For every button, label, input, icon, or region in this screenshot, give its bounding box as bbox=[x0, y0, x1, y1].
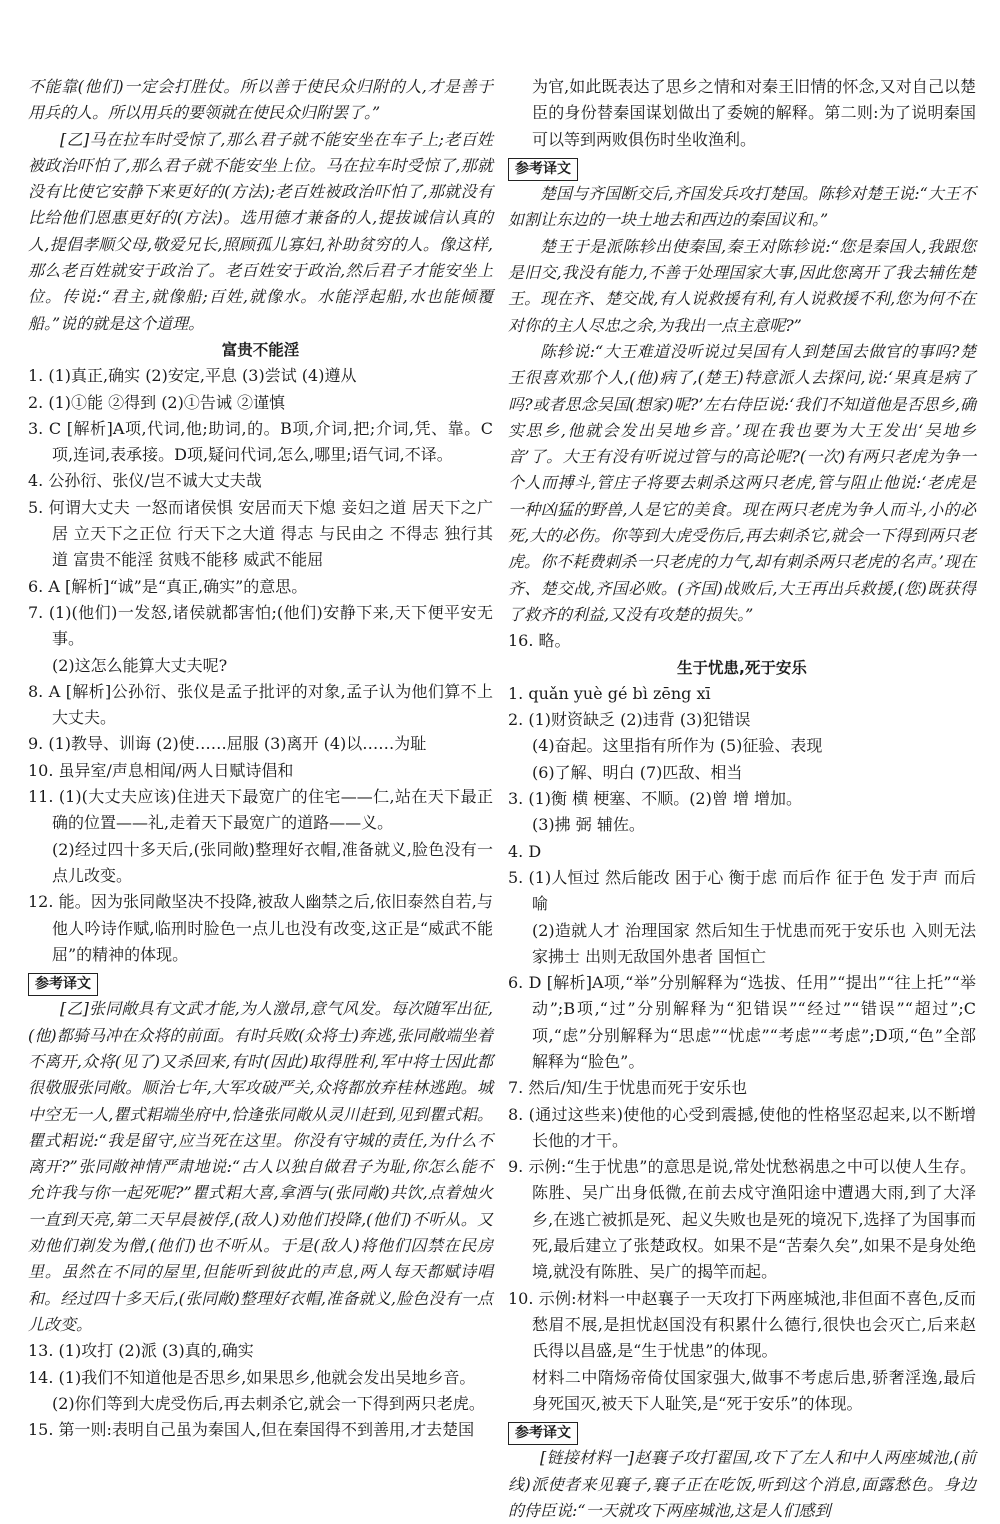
text-paragraph: 2. (1)①能 ②得到 (2)①告诫 ②谨慎 bbox=[28, 392, 285, 412]
text-paragraph: 8. A [解析]公孙衍、张仪是孟子批评的对象,孟子认为他们算不上大丈夫。 bbox=[28, 681, 493, 728]
text-paragraph: 5. (1)人恒过 然后能改 困于心 衡于虑 而后作 征于色 发于声 而后喻 bbox=[508, 867, 976, 914]
text-paragraph: (2)经过四十多天后,(张同敞)整理好衣帽,准备就义,脸色没有一点儿改变。 bbox=[52, 839, 493, 885]
section-label bbox=[28, 970, 493, 996]
text-paragraph: (4)奋起。这里指有所作为 (5)征验、表现 bbox=[532, 736, 823, 756]
text-paragraph: 10. 示例:材料一中赵襄子一天攻打下两座城池,非但面不喜色,反而愁眉不展,是担忧赵国没有积累什么德行,很快也会灭亡,后来赵氏得以昌盛,是“生于忧患”的体现。 bbox=[508, 1288, 976, 1361]
text-paragraph: 7. 然后/知/生于忧患而死于安乐也 bbox=[508, 1078, 748, 1098]
text-paragraph: 不能靠(他们)一定会打胜仗。所以善于使民众归附的人,才是善于用兵的人。所以用兵的要领就在使民众归附罢了。” bbox=[28, 77, 493, 123]
text-paragraph: 11. (1)(大丈夫应该)住进天下最宽广的住宅——仁,站在天下最正确的位置——礼,走着天下最宽广的道路——义。 bbox=[28, 787, 493, 833]
text-paragraph: 3. C [解析]A项,代词,他;助词,的。B项,介词,把;介词,凭、靠。C项,连词,表承接。D项,疑问代词,怎么,哪里;语气词,不译。 bbox=[28, 418, 493, 465]
text-paragraph: 9. 示例:“生于忧患”的意思是说,常处忧愁祸患之中可以使人生存。陈胜、吴广出身低微,在前去戍守渔阳途中遭遇大雨,到了大泽乡,在逃亡被抓是死、起义失败也是死的境况下,选择了为国事而死,最后建立了张楚政权。如果不是“苦秦久矣”,如果不是身处绝境,就没有陈胜、吴广的揭竿而起。 bbox=[508, 1157, 976, 1282]
text-paragraph: 9. (1)教导、训诲 (2)使……屈服 (3)离开 (4)以……为耻 bbox=[28, 734, 427, 754]
text-paragraph: 6. A [解析]“诚”是“真正,确实”的意思。 bbox=[28, 576, 308, 596]
left-column bbox=[28, 74, 493, 1443]
text-paragraph: 15. 第一则:表明自己虽为秦国人,但在秦国得不到善用,才去楚国 bbox=[28, 1420, 475, 1440]
section-title: 生于忧患,死于安乐 bbox=[677, 658, 807, 677]
text-paragraph: 材料二中隋炀帝倚仗国家强大,做事不考虑后患,骄奢淫逸,最后身死国灭,被天下人耻笑,是“死于安乐”的体现。 bbox=[532, 1367, 976, 1413]
text-paragraph: 4. 公孙衍、张仪/岂不诚大丈夫哉 bbox=[28, 471, 262, 491]
text-paragraph: 陈轸说:“大王难道没听说过吴国有人到楚国去做官的事吗?楚王很喜欢那个人,(他)病了,(楚王)特意派人去探问,说:‘果真是病了吗?或者思念吴国(想家)呢?’左右侍臣说:‘我们不知道他是否思乡,确实思乡,他就会发出吴地乡音。’现在我也要为大王发出‘吴地乡音’了。大王有没有听说过管与的高论呢?(一次)有两只老虎为争一个人而搏斗,管庄子将要去刺杀这两只老虎,管与阻止他说:‘老虎是一种凶猛的野兽,人是它的美食。现在两只老虎为争人而斗,小的必死,大的必伤。你等到大虎受伤后,再去刺杀它,就会一下得到两只老虎。你不耗费刺杀一只老虎的力气,却有刺杀两只老虎的名声。’现在齐、楚交战,齐国必败。(齐国)战败后,大王再出兵救援,(您)既获得了救齐的利益,又没有攻楚的损失。” bbox=[508, 341, 976, 624]
text-paragraph: [链接材料一]赵襄子攻打翟国,攻下了左人和中人两座城池,(前线)派使者来见襄子,襄子正在吃饭,听到这个消息,面露愁色。身边的侍臣说:“一天就攻下两座城池,这是人们感到 bbox=[508, 1448, 976, 1521]
section-label-text: 参考译文 bbox=[508, 158, 578, 181]
text-paragraph: 3. (1)衡 横 梗塞、不顺。(2)曾 增 增加。 bbox=[508, 789, 803, 809]
section-label-text: 参考译文 bbox=[508, 1422, 578, 1445]
text-paragraph: (6)了解、明白 (7)匹敌、相当 bbox=[532, 762, 743, 782]
text-paragraph: 14. (1)我们不知道他是否思乡,如果思乡,他就会发出吴地乡音。 bbox=[28, 1367, 476, 1387]
text-paragraph: 13. (1)攻打 (2)派 (3)真的,确实 bbox=[28, 1341, 254, 1361]
text-paragraph: 8. (通过这些来)使他的心受到震撼,使他的性格坚忍起来,以不断增长他的才干。 bbox=[508, 1104, 976, 1150]
text-paragraph: 楚国与齐国断交后,齐国发兵攻打楚国。陈轸对楚王说:“大王不如割让东边的一块土地去和西边的秦国议和。” bbox=[508, 184, 976, 230]
text-paragraph: 楚王于是派陈轸出使秦国,秦王对陈轸说:“您是秦国人,我跟您是旧交,我没有能力,不善于处理国家大事,因此您离开了我去辅佐楚王。现在齐、楚交战,有人说救援有利,有人说救援不利,您为何不在对你的主人尽忠之余,为我出一点主意呢?” bbox=[508, 236, 976, 335]
section-title: 富贵不能淫 bbox=[221, 340, 300, 359]
text-paragraph: (3)拂 弼 辅佐。 bbox=[532, 815, 645, 835]
text-paragraph: (2)你们等到大虎受伤后,再去刺杀它,就会一下得到两只老虎。 bbox=[52, 1393, 485, 1413]
text-paragraph: 7. (1)(他们)一发怒,诸侯就都害怕;(他们)安静下来,天下便平安无事。 bbox=[28, 602, 493, 649]
text-paragraph: 12. 能。因为张同敞坚决不投降,被敌人幽禁之后,依旧泰然自若,与他人吟诗作赋,临刑时脸色一点儿也没有改变,这正是“威武不能屈”的精神的体现。 bbox=[28, 892, 493, 964]
text-paragraph: 4. D bbox=[508, 841, 542, 861]
right-column bbox=[508, 74, 976, 1524]
text-paragraph: 为官,如此既表达了思乡之情和对秦王旧情的怀念,又对自己以楚臣的身份替秦国谋划做出了委婉的解释。第二则:为了说明秦国可以等到两败俱伤时坐收渔利。 bbox=[532, 77, 976, 149]
section-label bbox=[508, 155, 976, 181]
text-paragraph: 10. 虽异室/声息相闻/两人日赋诗倡和 bbox=[28, 760, 294, 780]
text-paragraph: (2)这怎么能算大丈夫呢? bbox=[52, 655, 228, 675]
text-paragraph: 6. D [解析]A项,“举”分别解释为“选拔、任用”“提出”“往上托”“举动”;B项,“过”分别解释为“犯错误”“经过”“错误”“超过”;C项,“虑”分别解释为“思虑”“忧虑”“考虑”“考虑”;D项,“色”全部解释为“脸色”。 bbox=[508, 973, 976, 1071]
text-paragraph: 2. (1)财资缺乏 (2)违背 (3)犯错误 bbox=[508, 710, 751, 730]
text-paragraph: 16. 略。 bbox=[508, 631, 571, 651]
text-paragraph: 1. (1)真正,确实 (2)安定,平息 (3)尝试 (4)遵从 bbox=[28, 366, 357, 386]
text-paragraph: (2)造就人才 治理国家 然后知生于忧患而死于安乐也 入则无法家拂士 出则无敌国外患者 国恒亡 bbox=[532, 920, 976, 966]
text-paragraph: [乙]张同敞具有文武才能,为人激昂,意气风发。每次随军出征,(他)都骑马冲在众将的前面。有时兵败(众将士)奔逃,张同敞端坐着不离开,众将(见了)又杀回来,有时(因此)取得胜利,军中将士因此都很敬服张同敞。顺治七年,大军攻破严关,众将都放弃桂林逃跑。城中空无一人,瞿式耜端坐府中,恰逢张同敞从灵川赶到,见到瞿式耜。瞿式耜说:“我是留守,应当死在这里。你没有守城的责任,为什么不离开?”张同敞神情严肃地说:“古人以独自做君子为耻,你怎么能不允许我与你一起死呢?”瞿式耜大喜,拿酒与(张同敞)共饮,点着烛火一直到天亮,第二天早晨被俘,(敌人)劝他们投降,(他们)不听从。又劝他们剃发为僧,(他们)也不听从。于是(敌人)将他们囚禁在民房里。虽然在不同的屋里,但能听到彼此的声息,两人每天都赋诗唱和。经过四十多天后,(张同敞)整理好衣帽,准备就义,脸色没有一点儿改变。 bbox=[28, 999, 493, 1334]
section-label-text: 参考译文 bbox=[28, 973, 98, 996]
section-label bbox=[508, 1419, 976, 1445]
text-paragraph: 1. quǎn yuè gé bì zēng xī bbox=[508, 683, 711, 703]
text-paragraph: [乙]马在拉车时受惊了,那么君子就不能安坐在车子上;老百姓被政治吓怕了,那么君子就不能安坐上位。马在拉车时受惊了,那就没有比使它安静下来更好的(方法);老百姓被政治吓怕了,那就没有比给他们恩惠更好的(方法)。选用德才兼备的人,提拔诚信认真的人,提倡孝顺父母,敬爱兄长,照顾孤儿寡妇,补助贫穷的人。像这样,那么老百姓就安于政治了。老百姓安于政治,然后君子才能安坐上位。传说:“君主,就像船;百姓,就像水。水能浮起船,水也能倾覆船。”说的就是这个道理。 bbox=[28, 129, 493, 333]
text-paragraph: 5. 何谓大丈夫 一怒而诸侯惧 安居而天下熄 妾妇之道 居天下之广居 立天下之正位 行天下之大道 得志 与民由之 不得志 独行其道 富贵不能淫 贫贱不能移 威武不能屈 bbox=[28, 497, 493, 570]
